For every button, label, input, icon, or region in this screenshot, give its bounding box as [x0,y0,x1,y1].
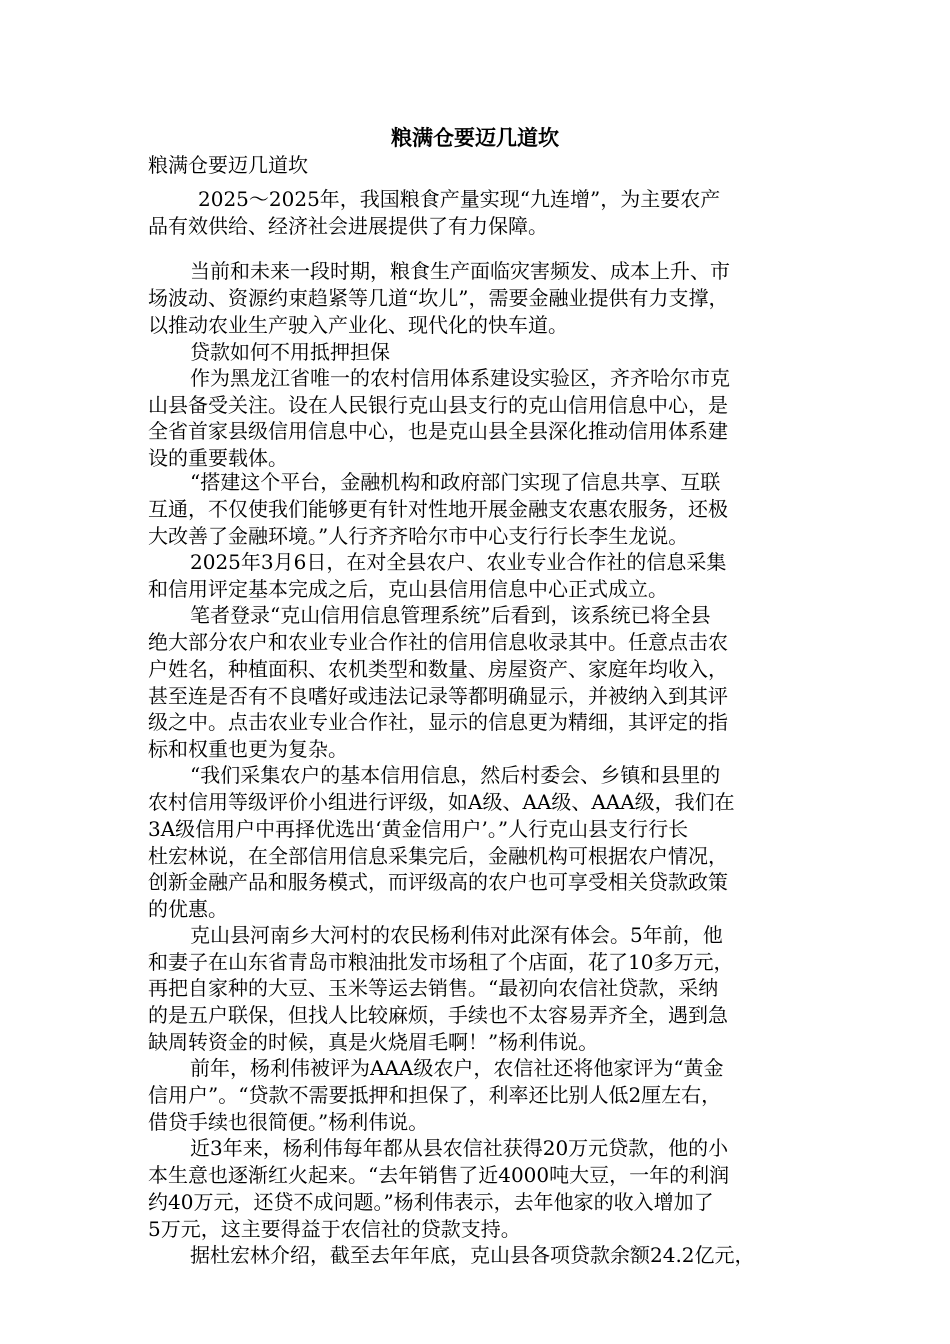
paragraph-line: 以推动农业生产驶入产业化、现代化的快车道。 [148,313,568,337]
paragraph-line: 品有效供给、经济社会进展提供了有力保障。 [148,214,548,238]
paragraph-line: 级之中。点击农业专业合作社，显示的信息更为精细，其评定的指 [148,710,728,734]
paragraph-line: 户姓名，种植面积、农机类型和数量、房屋资产、家庭年均收入， [148,657,728,681]
paragraph-line: 甚至连是否有不良嗜好或违法记录等都明确显示，并被纳入到其评 [148,684,728,708]
paragraph-line: 2025年3月6日，在对全县农户、农业专业合作社的信息采集 [190,550,727,574]
paragraph-line: 场波动、资源约束趋紧等几道“坎儿”，需要金融业提供有力支撑， [148,286,729,310]
document-title: 粮满仓要迈几道坎 [391,125,559,150]
paragraph-line: 和妻子在山东省青岛市粮油批发市场租了个店面，花了10多万元， [148,950,734,974]
paragraph-line: 借贷手续也很简便。”杨利伟说。 [148,1110,429,1134]
paragraph-line: 的优惠。 [148,897,228,921]
paragraph-line: 约40万元，还贷不成问题。”杨利伟表示，去年他家的收入增加了 [148,1190,714,1214]
paragraph-line: 的是五户联保，但找人比较麻烦，手续也不太容易弄齐全，遇到急 [148,1003,728,1027]
paragraph-line: 克山县河南乡大河村的农民杨利伟对此深有体会。5年前，他 [190,923,723,947]
paragraph-line: 缺周转资金的时候，真是火烧眉毛啊！”杨利伟说。 [148,1030,599,1054]
paragraph-line: 3A级信用户中再择优选出‘黄金信用户’。”人行克山县支行行长 [148,817,689,841]
paragraph-line: 标和权重也更为复杂。 [148,737,348,761]
paragraph-line: 山县备受关注。设在人民银行克山县支行的克山信用信息中心，是 [148,393,728,417]
paragraph-line: 创新金融产品和服务模式，而评级高的农户也可享受相关贷款政策 [148,870,728,894]
paragraph-line: 再把自家种的大豆、玉米等运去销售。“最初向农信社贷款，采纳 [148,976,719,1000]
document-subtitle: 粮满仓要迈几道坎 [148,153,308,177]
paragraph-line: 2025～2025年，我国粮食产量实现“九连增”，为主要农产 [198,187,721,211]
paragraph-line: 当前和未来一段时期，粮食生产面临灾害频发、成本上升、市 [190,259,730,283]
paragraph-line: 5万元，这主要得益于农信社的贷款支持。 [148,1217,521,1241]
paragraph-line: “我们采集农户的基本信用信息，然后村委会、乡镇和县里的 [190,763,721,787]
paragraph-line: 近3年来，杨利伟每年都从县农信社获得20万元贷款，他的小 [190,1136,729,1160]
paragraph-line: 全省首家县级信用信息中心，也是克山县全县深化推动信用体系建 [148,419,728,443]
paragraph-line: 本生意也逐渐红火起来。“去年销售了近4000吨大豆，一年的利润 [148,1163,730,1187]
paragraph-line: 前年，杨利伟被评为AAA级农户，农信社还将他家评为“黄金 [190,1056,724,1080]
paragraph-line: “搭建这个平台，金融机构和政府部门实现了信息共享、互联 [190,470,721,494]
paragraph-line: 信用户”。“贷款不需要抵押和担保了，利率还比别人低2厘左右， [148,1083,722,1107]
paragraph-line: 贷款如何不用抵押担保 [190,340,390,364]
paragraph-line: 互通，不仅使我们能够更有针对性地开展金融支农惠农服务，还极 [148,497,728,521]
paragraph-line: 笔者登录“克山信用信息管理系统”后看到，该系统已将全县 [190,603,711,627]
paragraph-line: 作为黑龙江省唯一的农村信用体系建设实验区，齐齐哈尔市克 [190,366,730,390]
paragraph-line: 据杜宏林介绍，截至去年年底，克山县各项贷款余额24.2亿元， [190,1243,755,1267]
paragraph-line: 设的重要载体。 [148,446,288,470]
paragraph-line: 和信用评定基本完成之后，克山县信用信息中心正式成立。 [148,577,668,601]
paragraph-line: 绝大部分农户和农业专业合作社的信用信息收录其中。任意点击农 [148,630,728,654]
paragraph-line: 农村信用等级评价小组进行评级，如A级、AA级、AAA级，我们在 [148,790,735,814]
paragraph-line: 大改善了金融环境。”人行齐齐哈尔市中心支行行长李生龙说。 [148,524,689,548]
paragraph-line: 杜宏林说，在全部信用信息采集完后，金融机构可根据农户情况， [148,844,728,868]
